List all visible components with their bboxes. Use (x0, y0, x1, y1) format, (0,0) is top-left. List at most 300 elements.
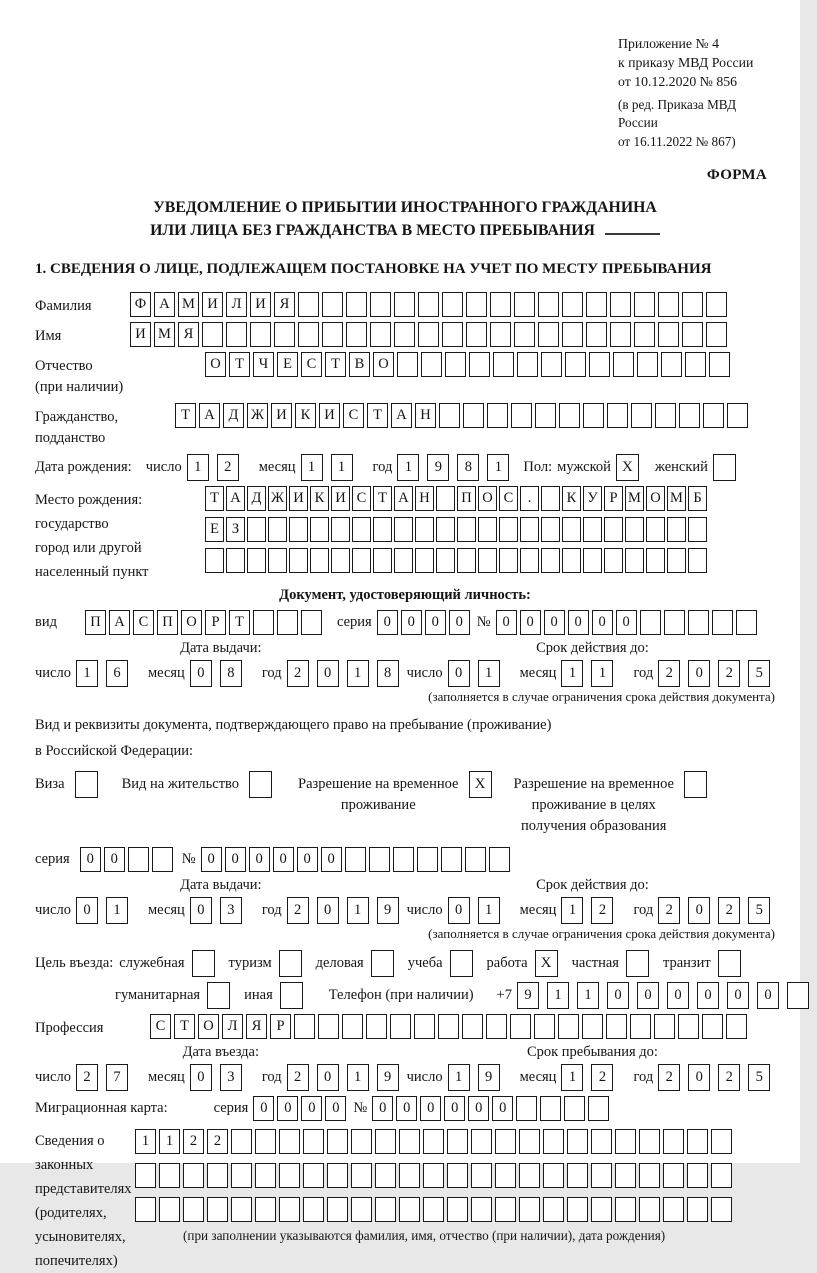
char-cell[interactable] (564, 1096, 585, 1121)
char-cell[interactable] (703, 403, 724, 428)
char-cell[interactable]: Т (373, 486, 392, 511)
char-cell[interactable] (709, 352, 730, 377)
char-cell[interactable]: 2 (591, 1064, 613, 1091)
char-cell[interactable]: 1 (301, 454, 323, 481)
char-cell[interactable]: А (154, 292, 175, 317)
char-cell[interactable] (231, 1197, 252, 1222)
char-cell[interactable] (726, 1014, 747, 1039)
char-cell[interactable]: 1 (331, 454, 353, 481)
char-cell[interactable] (688, 610, 709, 635)
char-cell[interactable] (471, 1129, 492, 1154)
char-cell[interactable] (439, 403, 460, 428)
char-cell[interactable] (226, 548, 245, 573)
char-cell[interactable]: Р (205, 610, 226, 635)
char-cell[interactable]: Л (222, 1014, 243, 1039)
char-cell[interactable] (301, 610, 322, 635)
char-cell[interactable]: 9 (377, 1064, 399, 1091)
char-cell[interactable] (511, 403, 532, 428)
char-cell[interactable] (519, 1197, 540, 1222)
char-cell[interactable] (495, 1163, 516, 1188)
char-cell[interactable] (135, 1197, 156, 1222)
char-cell[interactable]: М (667, 486, 686, 511)
char-cell[interactable]: 0 (616, 610, 637, 635)
char-cell[interactable] (711, 1197, 732, 1222)
char-cell[interactable]: Т (367, 403, 388, 428)
char-cell[interactable]: 0 (520, 610, 541, 635)
char-cell[interactable] (510, 1014, 531, 1039)
char-cell[interactable] (519, 1129, 540, 1154)
char-cell[interactable]: К (295, 403, 316, 428)
char-cell[interactable]: Я (246, 1014, 267, 1039)
char-cell[interactable]: И (202, 292, 223, 317)
char-cell[interactable] (586, 292, 607, 317)
char-cell[interactable]: И (250, 292, 271, 317)
char-cell[interactable]: С (352, 486, 371, 511)
char-cell[interactable]: . (520, 486, 539, 511)
char-cell[interactable] (375, 1129, 396, 1154)
char-cell[interactable] (128, 847, 149, 872)
char-cell[interactable] (661, 352, 682, 377)
char-cell[interactable] (370, 292, 391, 317)
char-cell[interactable] (639, 1197, 660, 1222)
char-cell[interactable]: А (226, 486, 245, 511)
char-cell[interactable] (541, 352, 562, 377)
char-cell[interactable] (654, 1014, 675, 1039)
char-cell[interactable]: З (226, 517, 245, 542)
char-cell[interactable]: 0 (396, 1096, 417, 1121)
char-cell[interactable]: У (583, 486, 602, 511)
char-cell[interactable] (679, 403, 700, 428)
char-cell[interactable]: М (625, 486, 644, 511)
char-cell[interactable]: 1 (487, 454, 509, 481)
char-cell[interactable] (687, 1197, 708, 1222)
char-cell[interactable]: 0 (448, 660, 470, 687)
char-cell[interactable] (463, 403, 484, 428)
char-cell[interactable] (663, 1163, 684, 1188)
char-cell[interactable] (418, 292, 439, 317)
char-cell[interactable]: П (85, 610, 106, 635)
char-cell[interactable]: 3 (220, 897, 242, 924)
char-cell[interactable] (231, 1129, 252, 1154)
char-cell[interactable]: 0 (425, 610, 446, 635)
char-cell[interactable]: И (130, 322, 151, 347)
char-cell[interactable]: П (457, 486, 476, 511)
char-cell[interactable]: 1 (591, 660, 613, 687)
char-cell[interactable] (375, 1197, 396, 1222)
char-cell[interactable]: 2 (183, 1129, 204, 1154)
char-cell[interactable] (226, 322, 247, 347)
char-cell[interactable] (634, 322, 655, 347)
char-cell[interactable]: 2 (658, 660, 680, 687)
char-cell[interactable]: 0 (688, 897, 710, 924)
char-cell[interactable] (520, 548, 539, 573)
char-cell[interactable] (663, 1197, 684, 1222)
char-cell[interactable] (457, 517, 476, 542)
char-cell[interactable] (625, 548, 644, 573)
char-cell[interactable] (250, 322, 271, 347)
char-cell[interactable]: А (109, 610, 130, 635)
char-cell[interactable] (630, 1014, 651, 1039)
char-cell[interactable] (135, 1163, 156, 1188)
char-cell[interactable] (268, 517, 287, 542)
char-cell[interactable] (610, 292, 631, 317)
char-cell[interactable]: 8 (457, 454, 479, 481)
char-cell[interactable]: 0 (757, 982, 779, 1009)
char-cell[interactable] (255, 1129, 276, 1154)
char-cell[interactable]: 0 (201, 847, 222, 872)
purpose-tourism-checkbox[interactable] (279, 950, 302, 977)
char-cell[interactable]: 1 (561, 897, 583, 924)
char-cell[interactable]: 0 (607, 982, 629, 1009)
char-cell[interactable]: 3 (220, 1064, 242, 1091)
char-cell[interactable] (447, 1129, 468, 1154)
char-cell[interactable] (457, 548, 476, 573)
char-cell[interactable] (298, 292, 319, 317)
char-cell[interactable] (414, 1014, 435, 1039)
char-cell[interactable]: 0 (637, 982, 659, 1009)
char-cell[interactable] (516, 1096, 537, 1121)
char-cell[interactable] (655, 403, 676, 428)
char-cell[interactable]: Т (325, 352, 346, 377)
char-cell[interactable] (667, 548, 686, 573)
char-cell[interactable] (327, 1129, 348, 1154)
char-cell[interactable]: 1 (561, 1064, 583, 1091)
char-cell[interactable] (711, 1163, 732, 1188)
char-cell[interactable]: Т (174, 1014, 195, 1039)
char-cell[interactable] (351, 1129, 372, 1154)
char-cell[interactable]: 0 (190, 1064, 212, 1091)
char-cell[interactable] (205, 548, 224, 573)
char-cell[interactable]: Л (226, 292, 247, 317)
char-cell[interactable]: 2 (658, 1064, 680, 1091)
char-cell[interactable] (289, 517, 308, 542)
char-cell[interactable]: Н (415, 403, 436, 428)
char-cell[interactable]: 0 (297, 847, 318, 872)
char-cell[interactable] (540, 1096, 561, 1121)
char-cell[interactable] (558, 1014, 579, 1039)
char-cell[interactable] (519, 1163, 540, 1188)
char-cell[interactable]: 1 (478, 897, 500, 924)
char-cell[interactable]: 1 (106, 897, 128, 924)
char-cell[interactable]: 5 (748, 660, 770, 687)
char-cell[interactable] (441, 847, 462, 872)
char-cell[interactable] (322, 322, 343, 347)
char-cell[interactable]: 0 (688, 1064, 710, 1091)
char-cell[interactable] (591, 1163, 612, 1188)
char-cell[interactable]: 0 (372, 1096, 393, 1121)
char-cell[interactable] (682, 292, 703, 317)
char-cell[interactable] (202, 322, 223, 347)
char-cell[interactable]: Т (175, 403, 196, 428)
char-cell[interactable] (615, 1129, 636, 1154)
char-cell[interactable] (562, 548, 581, 573)
char-cell[interactable] (664, 610, 685, 635)
char-cell[interactable] (541, 548, 560, 573)
char-cell[interactable] (687, 1163, 708, 1188)
char-cell[interactable] (562, 517, 581, 542)
char-cell[interactable]: 0 (225, 847, 246, 872)
char-cell[interactable] (423, 1197, 444, 1222)
char-cell[interactable] (646, 517, 665, 542)
char-cell[interactable]: 0 (321, 847, 342, 872)
char-cell[interactable]: 1 (561, 660, 583, 687)
purpose-private-checkbox[interactable] (626, 950, 649, 977)
char-cell[interactable] (634, 292, 655, 317)
char-cell[interactable] (247, 517, 266, 542)
char-cell[interactable]: А (394, 486, 413, 511)
char-cell[interactable]: Я (178, 322, 199, 347)
char-cell[interactable] (688, 517, 707, 542)
char-cell[interactable]: Т (229, 610, 250, 635)
char-cell[interactable] (327, 1163, 348, 1188)
char-cell[interactable]: 2 (718, 897, 740, 924)
char-cell[interactable] (255, 1197, 276, 1222)
char-cell[interactable] (541, 486, 560, 511)
char-cell[interactable] (279, 1197, 300, 1222)
char-cell[interactable]: И (271, 403, 292, 428)
char-cell[interactable]: 7 (106, 1064, 128, 1091)
char-cell[interactable] (787, 982, 809, 1009)
char-cell[interactable] (606, 1014, 627, 1039)
purpose-humanitarian-checkbox[interactable] (207, 982, 230, 1009)
char-cell[interactable] (514, 292, 535, 317)
char-cell[interactable] (706, 292, 727, 317)
char-cell[interactable]: 2 (591, 897, 613, 924)
char-cell[interactable]: М (154, 322, 175, 347)
char-cell[interactable] (489, 847, 510, 872)
char-cell[interactable]: 1 (135, 1129, 156, 1154)
char-cell[interactable]: О (181, 610, 202, 635)
char-cell[interactable]: И (331, 486, 350, 511)
char-cell[interactable] (604, 517, 623, 542)
char-cell[interactable] (567, 1163, 588, 1188)
char-cell[interactable]: 2 (217, 454, 239, 481)
char-cell[interactable]: 8 (377, 660, 399, 687)
char-cell[interactable]: Ф (130, 292, 151, 317)
char-cell[interactable] (678, 1014, 699, 1039)
char-cell[interactable] (567, 1197, 588, 1222)
char-cell[interactable] (604, 548, 623, 573)
char-cell[interactable] (567, 1129, 588, 1154)
char-cell[interactable]: 2 (76, 1064, 98, 1091)
char-cell[interactable] (303, 1129, 324, 1154)
char-cell[interactable] (736, 610, 757, 635)
char-cell[interactable]: 1 (397, 454, 419, 481)
char-cell[interactable] (159, 1197, 180, 1222)
residence-permit-checkbox[interactable] (249, 771, 272, 798)
char-cell[interactable]: К (562, 486, 581, 511)
char-cell[interactable] (346, 292, 367, 317)
char-cell[interactable]: 0 (420, 1096, 441, 1121)
char-cell[interactable] (499, 548, 518, 573)
char-cell[interactable] (631, 403, 652, 428)
char-cell[interactable]: 6 (106, 660, 128, 687)
char-cell[interactable]: 0 (249, 847, 270, 872)
char-cell[interactable] (639, 1129, 660, 1154)
char-cell[interactable]: Ч (253, 352, 274, 377)
char-cell[interactable] (207, 1163, 228, 1188)
char-cell[interactable] (279, 1129, 300, 1154)
char-cell[interactable] (417, 847, 438, 872)
char-cell[interactable]: 1 (547, 982, 569, 1009)
char-cell[interactable] (591, 1197, 612, 1222)
char-cell[interactable] (394, 292, 415, 317)
char-cell[interactable]: Р (604, 486, 623, 511)
char-cell[interactable] (352, 548, 371, 573)
char-cell[interactable] (418, 322, 439, 347)
char-cell[interactable] (495, 1129, 516, 1154)
char-cell[interactable]: 0 (568, 610, 589, 635)
char-cell[interactable]: 9 (427, 454, 449, 481)
char-cell[interactable]: О (373, 352, 394, 377)
char-cell[interactable]: С (301, 352, 322, 377)
char-cell[interactable] (247, 548, 266, 573)
char-cell[interactable] (415, 548, 434, 573)
char-cell[interactable]: Ж (268, 486, 287, 511)
char-cell[interactable] (346, 322, 367, 347)
char-cell[interactable]: 0 (449, 610, 470, 635)
visa-checkbox[interactable] (75, 771, 98, 798)
char-cell[interactable] (538, 322, 559, 347)
char-cell[interactable]: Ж (247, 403, 268, 428)
char-cell[interactable]: 0 (496, 610, 517, 635)
sex-female-checkbox[interactable] (713, 454, 736, 481)
char-cell[interactable]: 0 (697, 982, 719, 1009)
char-cell[interactable] (520, 517, 539, 542)
char-cell[interactable] (255, 1163, 276, 1188)
char-cell[interactable] (582, 1014, 603, 1039)
char-cell[interactable] (514, 322, 535, 347)
char-cell[interactable]: 0 (592, 610, 613, 635)
char-cell[interactable] (637, 352, 658, 377)
char-cell[interactable]: П (157, 610, 178, 635)
char-cell[interactable]: А (391, 403, 412, 428)
char-cell[interactable] (727, 403, 748, 428)
char-cell[interactable]: 0 (317, 660, 339, 687)
char-cell[interactable] (399, 1197, 420, 1222)
char-cell[interactable] (615, 1163, 636, 1188)
char-cell[interactable]: 0 (104, 847, 125, 872)
char-cell[interactable] (712, 610, 733, 635)
char-cell[interactable] (685, 352, 706, 377)
char-cell[interactable] (442, 292, 463, 317)
char-cell[interactable]: Т (229, 352, 250, 377)
char-cell[interactable] (397, 352, 418, 377)
char-cell[interactable]: 0 (325, 1096, 346, 1121)
char-cell[interactable]: С (343, 403, 364, 428)
char-cell[interactable] (447, 1163, 468, 1188)
char-cell[interactable] (478, 517, 497, 542)
purpose-other-checkbox[interactable] (280, 982, 303, 1009)
char-cell[interactable] (393, 847, 414, 872)
char-cell[interactable] (351, 1197, 372, 1222)
char-cell[interactable]: 1 (347, 660, 369, 687)
char-cell[interactable]: М (178, 292, 199, 317)
char-cell[interactable] (370, 322, 391, 347)
char-cell[interactable]: С (499, 486, 518, 511)
char-cell[interactable]: 2 (287, 660, 309, 687)
char-cell[interactable] (466, 292, 487, 317)
char-cell[interactable]: 1 (76, 660, 98, 687)
char-cell[interactable]: Е (205, 517, 224, 542)
char-cell[interactable] (495, 1197, 516, 1222)
char-cell[interactable] (615, 1197, 636, 1222)
char-cell[interactable] (562, 322, 583, 347)
purpose-study-checkbox[interactable] (450, 950, 473, 977)
char-cell[interactable]: С (133, 610, 154, 635)
char-cell[interactable] (658, 322, 679, 347)
char-cell[interactable]: 1 (159, 1129, 180, 1154)
purpose-official-checkbox[interactable] (192, 950, 215, 977)
char-cell[interactable] (478, 548, 497, 573)
char-cell[interactable] (586, 322, 607, 347)
char-cell[interactable] (345, 847, 366, 872)
char-cell[interactable]: 1 (448, 1064, 470, 1091)
char-cell[interactable] (394, 548, 413, 573)
char-cell[interactable]: К (310, 486, 329, 511)
char-cell[interactable] (535, 403, 556, 428)
char-cell[interactable] (438, 1014, 459, 1039)
char-cell[interactable] (303, 1197, 324, 1222)
char-cell[interactable]: 0 (317, 897, 339, 924)
char-cell[interactable] (487, 403, 508, 428)
char-cell[interactable] (466, 322, 487, 347)
char-cell[interactable]: 0 (544, 610, 565, 635)
char-cell[interactable] (310, 548, 329, 573)
temp-permit-checkbox[interactable]: X (469, 771, 492, 798)
char-cell[interactable] (682, 322, 703, 347)
char-cell[interactable] (583, 517, 602, 542)
char-cell[interactable]: 5 (748, 1064, 770, 1091)
sex-male-checkbox[interactable]: X (616, 454, 639, 481)
char-cell[interactable] (639, 1163, 660, 1188)
char-cell[interactable] (331, 548, 350, 573)
char-cell[interactable] (706, 322, 727, 347)
char-cell[interactable] (490, 322, 511, 347)
char-cell[interactable]: 0 (448, 897, 470, 924)
char-cell[interactable] (445, 352, 466, 377)
char-cell[interactable]: 1 (577, 982, 599, 1009)
char-cell[interactable] (493, 352, 514, 377)
char-cell[interactable] (640, 610, 661, 635)
char-cell[interactable] (294, 1014, 315, 1039)
char-cell[interactable] (289, 548, 308, 573)
char-cell[interactable] (394, 322, 415, 347)
char-cell[interactable] (646, 548, 665, 573)
char-cell[interactable] (253, 610, 274, 635)
char-cell[interactable] (373, 517, 392, 542)
char-cell[interactable]: 9 (478, 1064, 500, 1091)
char-cell[interactable] (436, 486, 455, 511)
char-cell[interactable] (375, 1163, 396, 1188)
char-cell[interactable]: С (150, 1014, 171, 1039)
char-cell[interactable]: 1 (187, 454, 209, 481)
char-cell[interactable] (159, 1163, 180, 1188)
char-cell[interactable]: 0 (301, 1096, 322, 1121)
char-cell[interactable] (534, 1014, 555, 1039)
char-cell[interactable]: 9 (377, 897, 399, 924)
char-cell[interactable]: 0 (667, 982, 689, 1009)
char-cell[interactable]: 0 (190, 897, 212, 924)
char-cell[interactable] (658, 292, 679, 317)
char-cell[interactable]: 1 (347, 1064, 369, 1091)
char-cell[interactable] (342, 1014, 363, 1039)
char-cell[interactable] (373, 548, 392, 573)
char-cell[interactable] (390, 1014, 411, 1039)
char-cell[interactable]: 0 (273, 847, 294, 872)
purpose-business-checkbox[interactable] (371, 950, 394, 977)
char-cell[interactable] (711, 1129, 732, 1154)
